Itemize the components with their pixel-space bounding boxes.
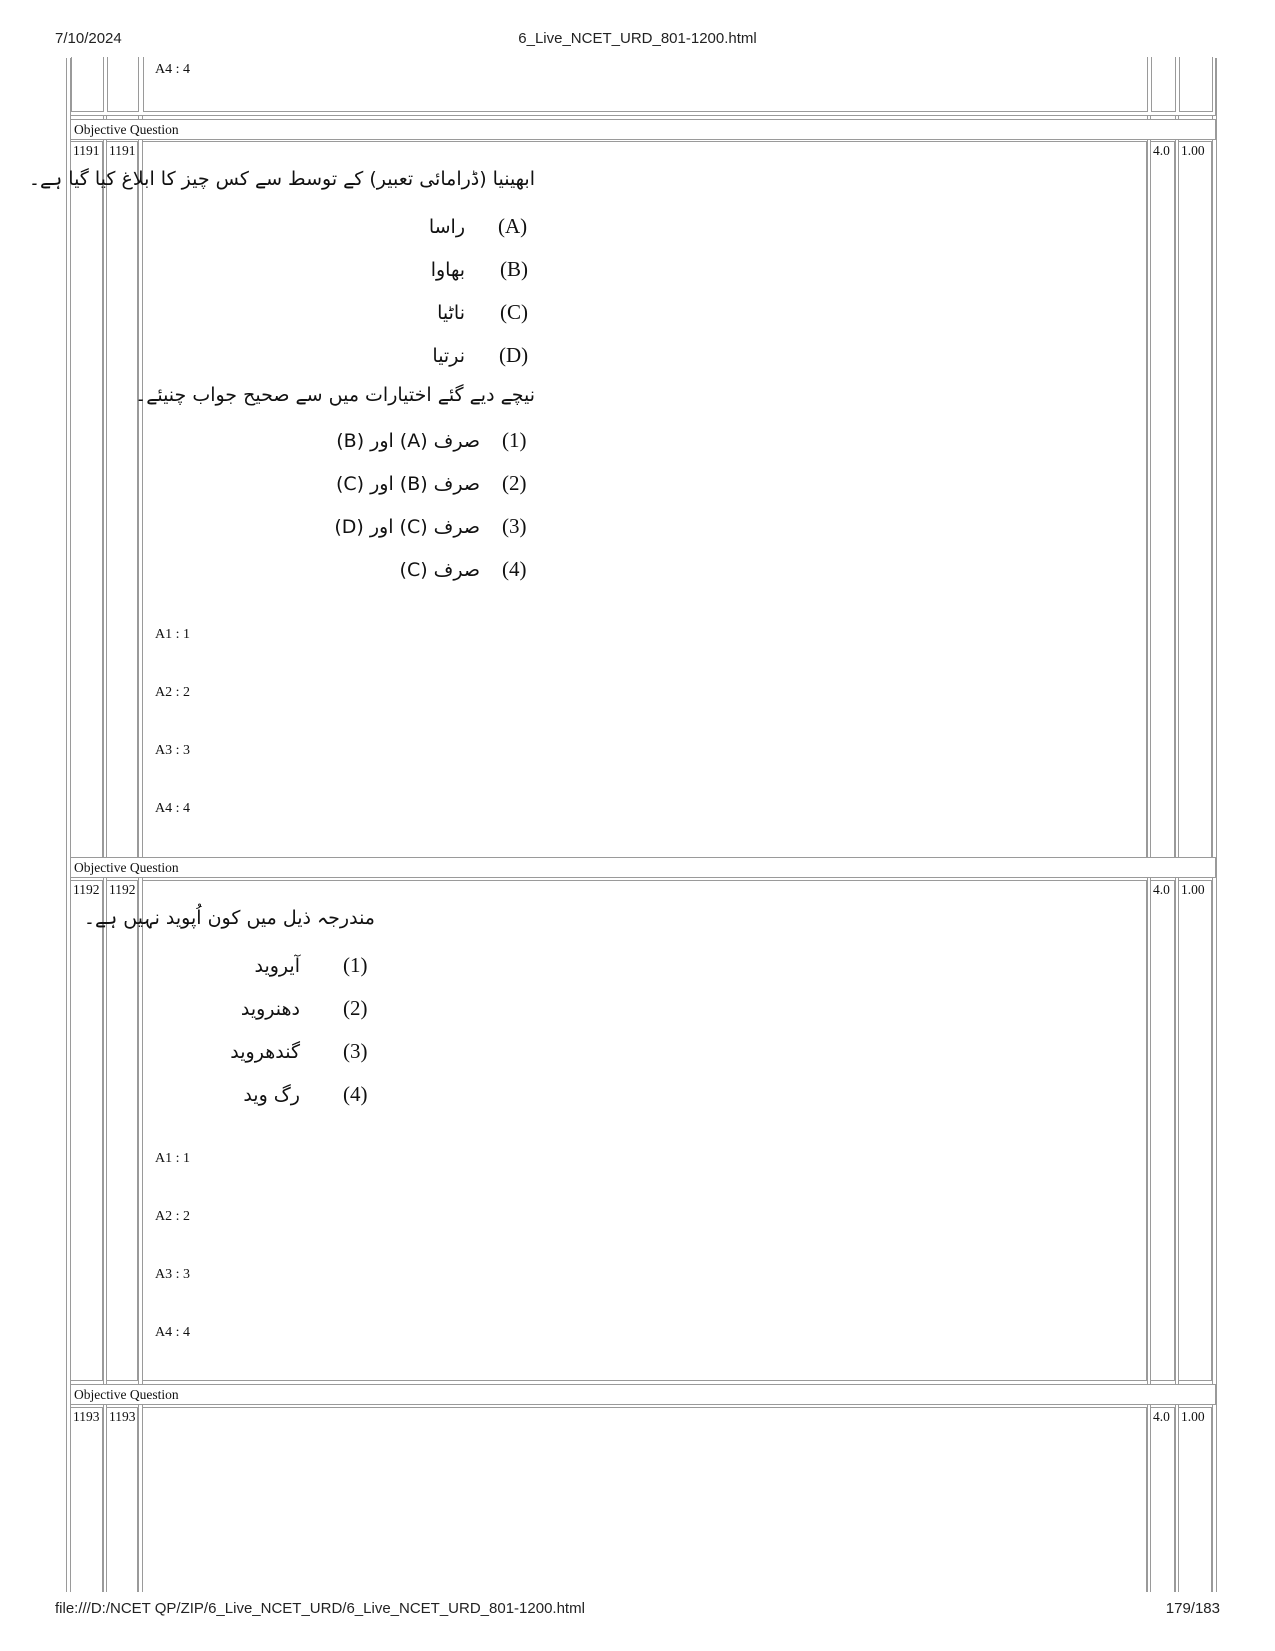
marks: 4.0	[1150, 880, 1175, 1381]
document-title: 6_Live_NCET_URD_801-1200.html	[518, 30, 757, 47]
choice-label: (3)	[502, 514, 527, 538]
instruction-text: نیچے دیے گئے اختیارات میں سے صحیح جواب چنیئے۔	[135, 384, 535, 406]
question-stem: ابھینیا (ڈرامائی تعبیر) کے توسط سے کس چیز کا ابلاغ کیا گیا ہے۔	[28, 168, 535, 190]
marks: 4.0	[1150, 1407, 1175, 1592]
marks: 4.0	[1150, 141, 1175, 864]
question-id: 1192	[106, 880, 138, 1381]
item-text: ناٹیا	[437, 302, 465, 324]
choice-text: صرف (C)	[399, 559, 480, 581]
prev-question-tail	[70, 58, 1216, 116]
negative-marks: 1.00	[1178, 880, 1212, 1381]
question-type-label: Objective Question	[70, 1384, 1216, 1405]
prev-answer-4: A4 : 4	[155, 62, 190, 77]
serial-number: 1191	[70, 141, 103, 864]
serial-number: 1193	[70, 1407, 103, 1592]
item-text: نرتیا	[432, 345, 465, 367]
answer-option: A1 : 1	[155, 627, 190, 642]
choice-text: گندھروید	[230, 1041, 300, 1063]
choice-text: رگ وید	[243, 1084, 300, 1106]
item-label: (D)	[499, 343, 529, 367]
choice-text: صرف (A) اور (B)	[336, 430, 480, 452]
negative-marks: 1.00	[1178, 141, 1212, 864]
print-date: 7/10/2024	[55, 30, 122, 47]
answer-option: A2 : 2	[155, 1209, 190, 1224]
choice-label: (2)	[343, 996, 368, 1020]
question-body	[142, 141, 1147, 864]
question-type-label: Objective Question	[70, 119, 1216, 140]
answer-option: A1 : 1	[155, 1151, 190, 1166]
choice-text: صرف (B) اور (C)	[335, 473, 480, 495]
question-id: 1193	[106, 1407, 138, 1592]
choice-label: (3)	[343, 1039, 368, 1063]
question-id: 1191	[106, 141, 138, 864]
item-text: راسا	[428, 216, 465, 238]
item-label: (B)	[500, 257, 528, 281]
answer-option: A3 : 3	[155, 1267, 190, 1282]
page-number: 179/183	[1165, 1600, 1220, 1617]
answer-option: A2 : 2	[155, 685, 190, 700]
item-label: (C)	[500, 300, 528, 324]
answer-option: A3 : 3	[155, 743, 190, 758]
question-type-label: Objective Question	[70, 857, 1216, 878]
choice-text: صرف (C) اور (D)	[334, 516, 480, 538]
choice-label: (4)	[502, 557, 527, 581]
question-stem: مندرجہ ذیل میں کون اُپوید نہیں ہے۔	[83, 907, 375, 929]
choice-label: (4)	[343, 1082, 368, 1106]
answer-option: A4 : 4	[155, 1325, 190, 1340]
choice-text: آیروید	[254, 955, 300, 977]
item-label: (A)	[498, 214, 528, 238]
choice-label: (1)	[502, 428, 527, 452]
choice-text: دھنروید	[240, 998, 300, 1020]
serial-number: 1192	[70, 880, 103, 1381]
choice-label: (2)	[502, 471, 527, 495]
choice-label: (1)	[343, 953, 368, 977]
negative-marks: 1.00	[1178, 1407, 1212, 1592]
answer-option: A4 : 4	[155, 801, 190, 816]
question-body	[142, 1407, 1147, 1592]
item-text: بھاوا	[430, 259, 465, 281]
file-path: file:///D:/NCET QP/ZIP/6_Live_NCET_URD/6_Live_NCET_URD_801-1200.html	[55, 1600, 585, 1617]
